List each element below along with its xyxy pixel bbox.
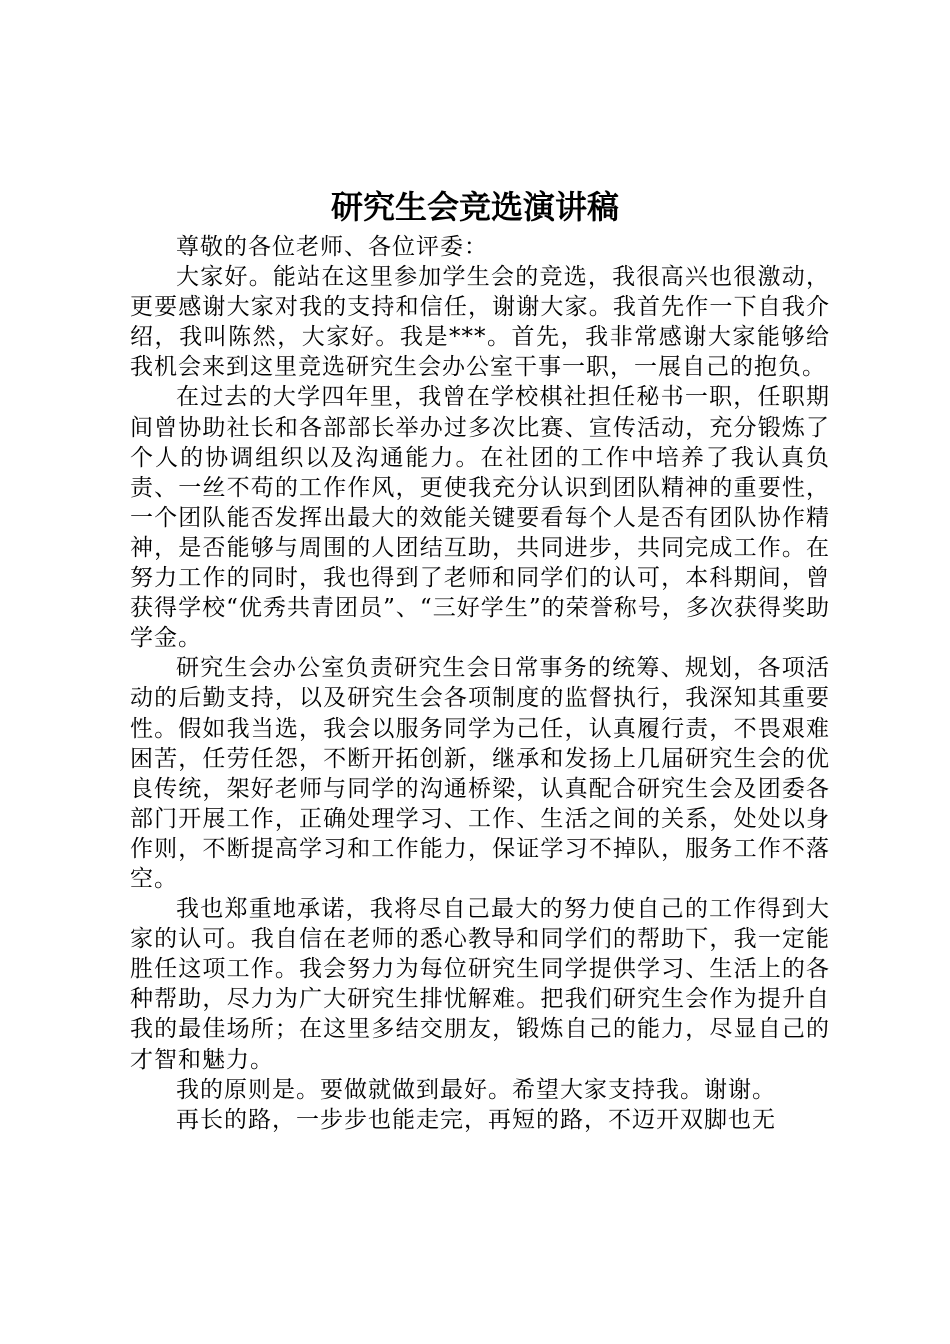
paragraph: 在过去的大学四年里，我曾在学校棋社担任秘书一职，任职期间曾协助社长和各部部长举办过多次比赛、宣传活动，充分锻炼了个人的协调组织以及沟通能力。在社团的工作中培养了我认真负责、一丝不苟的工作作风，更使我充分认识到团队精神的重要性，一个团队能否发挥出最大的效能关键要看每个人是否有团队协作精神，是否能够与周围的人团结互助，共同进步，共同完成工作。在努力工作的同时，我也得到了老师和同学们的认可，本科期间，曾获得学校“优秀共青团员”、“三好学生”的荣誉称号，多次获得奖助学金。 bbox=[130, 384, 830, 652]
paragraph: 再长的路，一步步也能走完，再短的路，不迈开双脚也无 bbox=[176, 1106, 776, 1133]
paragraph: 研究生会办公室负责研究生会日常事务的统筹、规划，各项活动的后勤支持，以及研究生会各项制度的监督执行，我深知其重要性。假如我当选，我会以服务同学为己任，认真履行责，不畏艰难困苦，任劳任怨，不断开拓创新，继承和发扬上几届研究生会的优良传统，架好老师与同学的沟通桥梁，认真配合研究生会及团委各部门开展工作，正确处理学习、工作、生活之间的关系，处处以身作则，不断提高学习和工作能力，保证学习不掉队，服务工作不落空。 bbox=[130, 655, 830, 892]
document-body bbox=[130, 232, 830, 1135]
paragraph: 我也郑重地承诺，我将尽自己最大的努力使自己的工作得到大家的认可。我自信在老师的悉心教导和同学们的帮助下，我一定能胜任这项工作。我会努力为每位研究生同学提供学习、生活上的各种帮助，尽力为广大研究生排忧解难。把我们研究生会作为提升自我的最佳场所；在这里多结交朋友，锻炼自己的能力，尽显自己的才智和魅力。 bbox=[130, 896, 830, 1073]
paragraph: 大家好。能站在这里参加学生会的竞选，我很高兴也很激动，更要感谢大家对我的支持和信任，谢谢大家。我首先作一下自我介绍，我叫陈然，大家好。我是***。首先，我非常感谢大家能够给我机会来到这里竞选研究生会办公室干事一职，一展自己的抱负。 bbox=[130, 264, 830, 381]
paragraph: 我的原则是。要做就做到最好。希望大家支持我。谢谢。 bbox=[176, 1076, 776, 1103]
salutation: 尊敬的各位老师、各位评委： bbox=[176, 234, 488, 260]
document-title: 研究生会竞选演讲稿 bbox=[330, 188, 619, 226]
